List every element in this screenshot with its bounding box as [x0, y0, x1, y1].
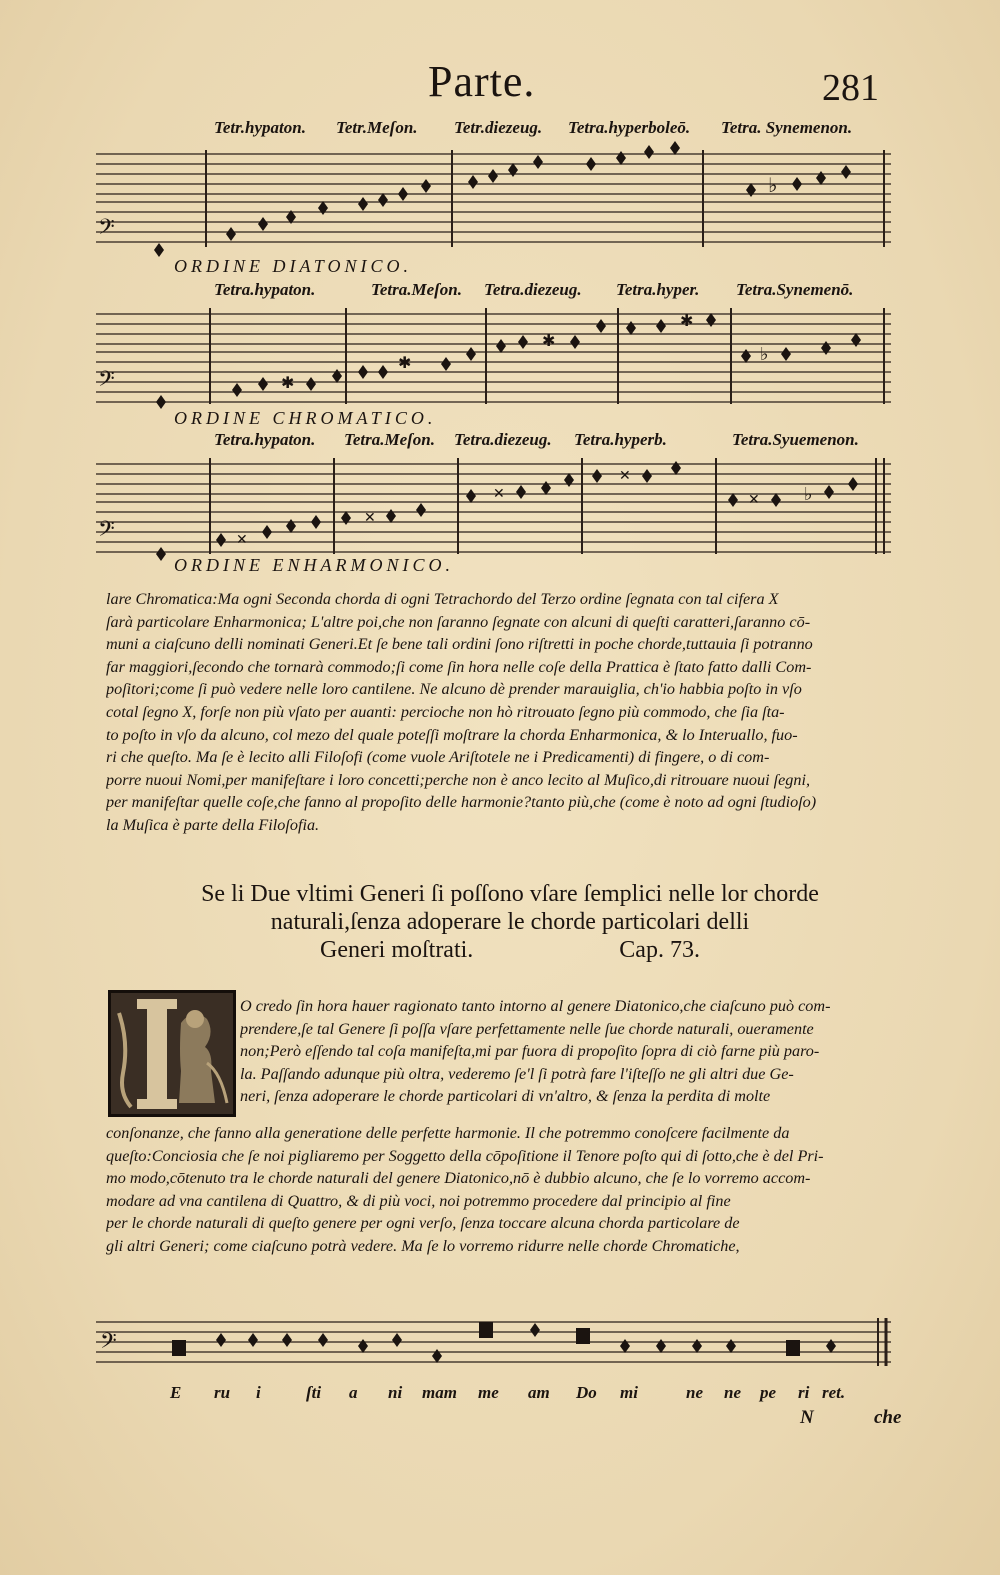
lyric-syllable: Do [576, 1383, 597, 1402]
text-line: lare Chromatica:Ma ogni Seconda chorda di ogni Tetrachordo del Terzo ordine ſegnata con tal cifera X [106, 590, 779, 608]
tetrachord-label: Tetra.hyperb. [574, 430, 667, 449]
svg-text:𝄢: 𝄢 [98, 367, 115, 396]
text-line: mo modo,cōtenuto tra le chorde naturali del genere Diatonico,nō è dubbio alcuno, che ſe lo vorremo accom- [106, 1169, 811, 1188]
tetrachord-label: Tetr.Meſon. [336, 118, 418, 137]
enharmonic-example [96, 430, 891, 580]
lyrics-line [96, 1383, 891, 1407]
svg-text:𝄢: 𝄢 [100, 1329, 117, 1358]
text-line: la Muſica è parte della Filoſofia. [106, 815, 320, 834]
lyric-syllable: ne [724, 1383, 741, 1402]
chapter-heading [150, 880, 870, 964]
tetrachord-labels [96, 430, 891, 452]
svg-text:✕: ✕ [748, 493, 760, 508]
signature-mark: N [800, 1407, 814, 1428]
tetrachord-label: Tetra.hyper. [616, 280, 700, 299]
text-line: prendere,ſe tal Genere ſi poſſa vſare perfettamente nelle ſue chorde naturali, oueramente [240, 1019, 814, 1038]
lyric-syllable: ni [388, 1383, 403, 1402]
paragraph-intro [106, 588, 896, 837]
svg-text:✱: ✱ [281, 375, 295, 392]
text-line: ri che queſto. Ma ſe è lecito alli Filoſofi (come vuole Ariſtotele ne i Predicamenti) di fingere, o di com- [106, 748, 770, 767]
svg-text:✕: ✕ [619, 469, 631, 484]
woodcut-initial-art [111, 993, 233, 1114]
lyric-syllable: ret. [822, 1383, 846, 1402]
svg-text:✱: ✱ [680, 313, 694, 330]
text-line: porre nuoui Nomi,per manifeſtare i loro concetti;perche non è anco lecito al Muſico,di ritrouare nuoui ſegni, [106, 770, 811, 789]
heading-line: naturali,ſenza adoperare le chorde particolari delli [270, 909, 750, 935]
woodcut-initial [108, 990, 236, 1117]
tetrachord-label: Tetra.Synemenō. [736, 280, 854, 299]
svg-text:✱: ✱ [542, 333, 556, 350]
enharmonic-staves [96, 454, 891, 566]
lyric-syllable: i [256, 1383, 261, 1402]
lyric-syllable: ne [686, 1383, 703, 1402]
text-line: modare ad vna cantilena di Quattro, & di più voci, noi potremmo procedere dal principio al fine [106, 1191, 731, 1210]
text-line: poſitori;come ſi può vedere nelle loro cantilene. Ne alcuno dè prender marauiglia, ch'io habbia poſto in vſo [106, 680, 802, 699]
running-title: Parte. [428, 57, 536, 106]
svg-text:✱: ✱ [398, 355, 412, 372]
tetrachord-label: Tetra.hypaton. [214, 280, 316, 299]
text-line: muni a ciaſcuno delli nominati Generi.Et ſe bene tali ordini ſono riſtretti in poche chorde,tuttauia ſi potranno [106, 635, 813, 654]
svg-text:♭: ♭ [760, 344, 769, 364]
svg-text:♭: ♭ [804, 484, 813, 504]
tetrachord-labels [96, 280, 891, 302]
chromatic-example [96, 280, 891, 430]
svg-text:𝄢: 𝄢 [98, 517, 115, 546]
catchword: che [874, 1407, 902, 1428]
heading-line-text: Generi moſtrati. [320, 937, 474, 963]
text-line: to poſto in vſo da alcuno, col mezo del quale poteſſi moſtrare la chorda Enharmonica, & lo Interuallo, fuo- [106, 725, 798, 744]
lyric-syllable: a [349, 1383, 358, 1402]
lyric-syllable: ſti [306, 1383, 322, 1402]
diatonic-staves [96, 142, 891, 267]
text-line: neri, ſenza adoperare le chorde particolari di vn'altro, & ſenza la perdita di molte [240, 1087, 771, 1106]
tetrachord-labels [96, 118, 891, 140]
lyric-syllable: ri [798, 1383, 810, 1402]
lyric-syllable: mi [620, 1383, 638, 1402]
svg-text:𝄢: 𝄢 [98, 215, 115, 244]
heading-line [150, 936, 870, 964]
tetrachord-label: Tetra.hyperboleō. [568, 118, 691, 137]
text-line: O credo ſin hora hauer ragionato tanto intorno al genere Diatonico,che ciaſcuno può com- [240, 997, 831, 1015]
lyric-syllable: am [528, 1383, 550, 1402]
text-line: cotal ſegno X, forſe non più vſato per auanti: percioche non hò ritrouato ſegno più commodo, che ſia ſta- [106, 702, 785, 721]
paragraph-chapter-body [106, 1122, 896, 1258]
page-number: 281 [822, 67, 879, 109]
chapter-number: Cap. 73. [619, 937, 700, 963]
svg-text:✕: ✕ [236, 533, 248, 548]
tetrachord-label: Tetra.Meſon. [344, 430, 435, 449]
tetrachord-label: Tetra.Syuemenon. [732, 430, 859, 449]
svg-text:♭: ♭ [768, 175, 778, 197]
chromatic-staves [96, 304, 891, 416]
text-line: per manifeſtar quelle coſe,che fanno al propoſito delle harmonie?tanto più,che (come è noto ad ogni ſtudioſo) [106, 793, 817, 812]
tetrachord-label: Tetra.Meſon. [371, 280, 462, 299]
lyric-syllable: me [478, 1383, 499, 1402]
lyric-syllable: mam [422, 1383, 457, 1402]
text-line: non;Però eſſendo tal coſa manifeſta,mi par fuora di propoſito ſopra di ciò farne più paro- [240, 1042, 820, 1061]
svg-text:✕: ✕ [493, 487, 505, 502]
tenor-example [96, 1300, 891, 1380]
tetrachord-label: Tetr.hypaton. [214, 118, 306, 137]
catchword-line [800, 1407, 910, 1433]
tetrachord-label: Tetr.diezeug. [454, 118, 543, 137]
order-label: ORDINE DIATONICO. [174, 256, 412, 276]
paragraph-chapter-indented [240, 995, 895, 1108]
tetrachord-label: Tetra. Synemenon. [721, 118, 853, 137]
text-line: la. Paſſando adunque più oltra, vederemo ſe'l ſi potrà fare l'iſteſſo ne gli altri due Ge- [240, 1064, 794, 1083]
svg-text:✕: ✕ [364, 511, 376, 526]
running-head [0, 52, 1000, 112]
lyric-syllable: ru [214, 1383, 231, 1402]
text-line: ſarà particolare Enharmonica; L'altre poi,che non ſaranno ſegnate con alcuni di queſti caratteri,ſaranno cō- [106, 612, 811, 631]
lyric-syllable: E [170, 1383, 182, 1402]
text-line: conſonanze, che fanno alla generatione delle perfette harmonie. Il che potremmo conoſcere facilmente da [106, 1124, 790, 1142]
heading-line: Se li Due vltimi Generi ſi poſſono vſare ſemplici nelle lor chorde [201, 881, 819, 907]
text-line: gli altri Generi; come ciaſcuno potrà vedere. Ma ſe lo vorremo ridurre nelle chorde Chromatiche, [106, 1236, 740, 1255]
text-line: queſto:Conciosia che ſe noi pigliaremo per Soggetto della cōpoſitione il Tenore poſto qui di ſotto,che è del Pri- [106, 1146, 824, 1165]
text-line: far maggiori,ſecondo che tornarà commodo;ſi come ſin hora nelle coſe della Prattica è ſtato fatto dalli Com- [106, 657, 812, 676]
tetrachord-label: Tetra.hypaton. [214, 430, 316, 449]
tetrachord-label: Tetra.diezeug. [454, 430, 552, 449]
diatonic-example [96, 118, 891, 278]
tetrachord-label: Tetra.diezeug. [484, 280, 582, 299]
tenor-staff [96, 1300, 891, 1380]
text-line: per le chorde naturali di queſto genere per ogni verſo, ſenza toccare alcuna chorda particolare de [106, 1214, 740, 1233]
order-label: ORDINE ENHARMONICO. [174, 555, 454, 575]
lyric-syllable: pe [760, 1383, 777, 1402]
order-label: ORDINE CHROMATICO. [174, 408, 437, 428]
